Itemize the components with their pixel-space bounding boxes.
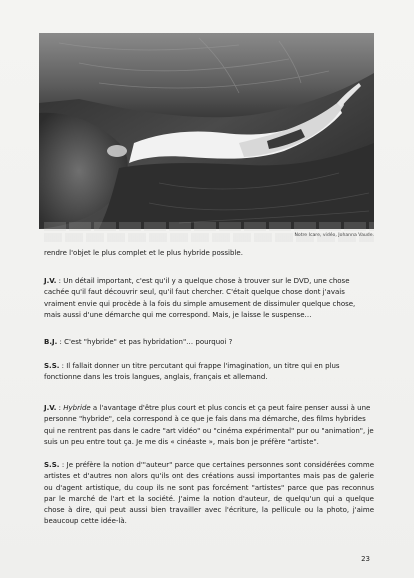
- show-through-text: [44, 218, 374, 244]
- paragraph-text: : Un détail important, c'est qu'il y a quelque chose à trouver sur le DVD, une chose cachée qu'il faut découvrir seul, qu'il faut chercher. C'était quelque chose dont j'avais vraiment envie qui procède à la fois du simple amusement de dissimuler quelque chose, mais aussi d'une démarche qui me correspond. Mais, je laisse le suspense…: [44, 277, 356, 319]
- paragraph-bj: [44, 337, 374, 348]
- page-number: 23: [361, 555, 370, 563]
- paragraph-jv-2: [44, 403, 374, 448]
- speaker-label: S.S.: [44, 362, 60, 370]
- paragraph-text: rendre l'objet le plus complet et le plus hybride possible.: [44, 249, 243, 257]
- paragraph-ss-2: [44, 460, 374, 528]
- photo-caption: Notre Icare, vidéo, Johanna Vaude.: [294, 233, 374, 238]
- photo: [39, 33, 374, 229]
- speaker-label: J.V.: [44, 404, 57, 412]
- paragraph-text-prefix: :: [56, 404, 64, 412]
- photo-image: [39, 33, 374, 229]
- speaker-label: J.V.: [44, 277, 57, 285]
- paragraph-text: a l'avantage d'être plus court et plus concis et ça peut faire penser aussi à une personne "hybride", cela correspond à ce que je fais dans ma démarche, des films hybrides qui ne rentrent pas dans le cadre "art vidéo" ou "cinéma expérimental" pur ou "animation", je suis un peu entre tout ça. Je me dis « cinéaste », mais bon je préfère "artiste".: [44, 404, 374, 446]
- paragraph-text: : Il fallait donner un titre percutant qui frappe l'imagination, un titre qui en plus fonctionne dans les trois langues, anglais, français et allemand.: [44, 362, 340, 382]
- italic-title: Hybride: [63, 404, 91, 412]
- paragraph-jv-1: [44, 276, 374, 321]
- paragraph-intro: [44, 248, 374, 259]
- paragraph-text: : Je préfère la notion d'"auteur" parce que certaines personnes sont considérées comme artistes et d'autres non alors qu'ils ont des créations aussi importantes mais pas de galerie ou d'agent artistique, du coup ils ne sont pas forcément "artistes" parce que pas reconnus par le marché de l'art et la société. J'aime la notion d'auteur, de quelqu'un qui a quelque chose à dire, qui peut aussi bien travailler avec l'écriture, la pellicule ou la photo, j'aime beaucoup cette idée-là.: [44, 461, 374, 526]
- speaker-label: S.S.: [44, 461, 60, 469]
- paragraph-ss-1: [44, 361, 374, 384]
- paragraph-text: : C'est "hybride" et pas hybridation"… pourquoi ?: [57, 338, 233, 346]
- speaker-label: B.J.: [44, 338, 58, 346]
